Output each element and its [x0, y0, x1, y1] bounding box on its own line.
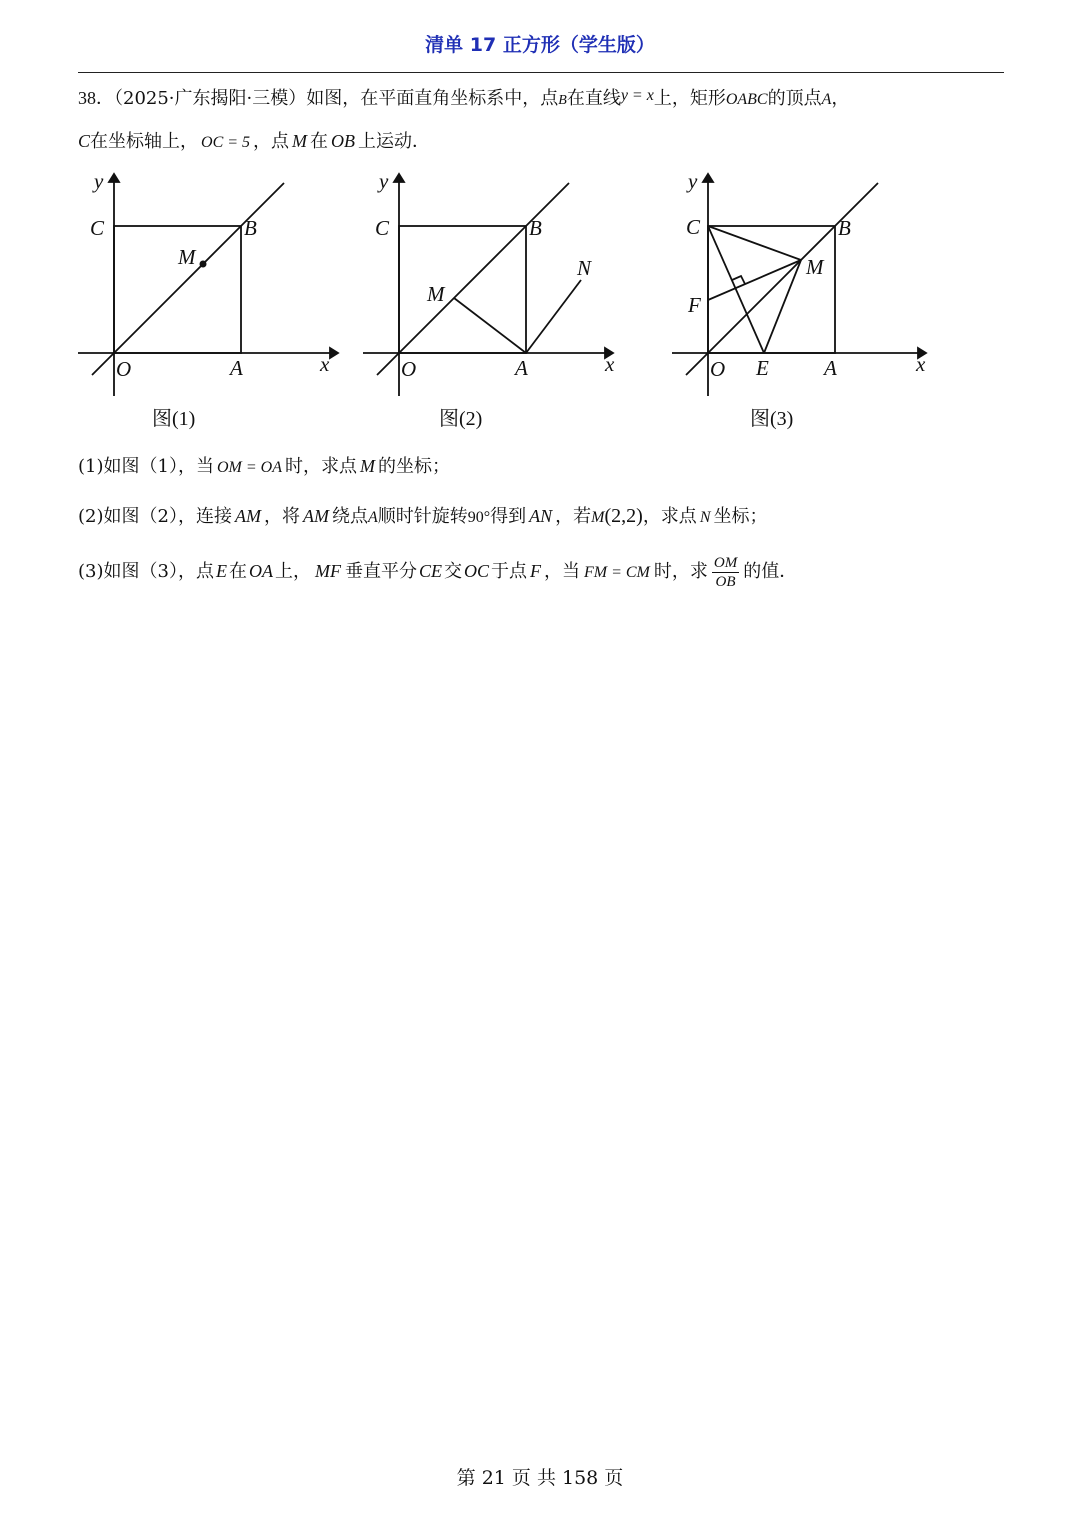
segment-am: AM [234, 506, 261, 526]
question-3 [78, 551, 1008, 593]
question-text: ，当 [543, 561, 580, 582]
problem-line-2 [78, 128, 1008, 156]
problem-text: 在直线 [566, 88, 621, 109]
segment-mf: MF [314, 561, 341, 581]
point-b: B [558, 93, 567, 108]
figure-1-diagram [72, 168, 342, 438]
line-y-equals-x [92, 183, 284, 375]
figure-3 [666, 168, 946, 442]
label-o: O [710, 357, 726, 381]
fraction-om-ob [712, 554, 739, 591]
label-o: O [116, 357, 132, 381]
question-text: ，若 [555, 506, 592, 527]
question-text: 上， [274, 561, 311, 582]
point-m: M [359, 456, 375, 476]
label-n: N [577, 256, 592, 280]
figure-3-diagram [666, 168, 946, 438]
figure-2-caption: 图(2) [439, 408, 483, 430]
problem-line-1 [78, 85, 1008, 114]
segment-am [454, 298, 526, 353]
y-axis-arrow [703, 174, 713, 182]
label-m: M [806, 255, 824, 279]
figure-2-diagram [357, 168, 637, 438]
problem-text: 的顶点 [767, 88, 822, 109]
segment-oc: OC [463, 561, 489, 581]
label-a: A [230, 356, 243, 380]
label-b: B [838, 216, 851, 240]
point-m: M [292, 131, 308, 151]
oc-equation: OC = 5 [201, 134, 251, 151]
segment-ce: CE [418, 561, 442, 581]
point-f: F [529, 561, 541, 581]
problem-text: 上运动． [358, 131, 431, 152]
page-header-title: 清单 17 正方形（学生版） [425, 34, 655, 56]
label-b: B [244, 216, 257, 240]
problem-text: 在坐标轴上， [90, 131, 199, 152]
y-axis-arrow [109, 174, 119, 182]
header-divider [78, 72, 1004, 73]
label-e: E [756, 356, 769, 380]
label-x: x [320, 352, 330, 376]
problem-text: ，点 [253, 131, 290, 152]
problem-text: 上，矩形 [653, 88, 726, 109]
page-footer: 第 21 页 共 158 页 [456, 1467, 624, 1489]
problem-source: （2025·广东揭阳·三模） [114, 88, 307, 109]
label-b: B [529, 216, 542, 240]
segment-ob: OB [331, 131, 356, 151]
label-a: A [824, 356, 837, 380]
line-y-equals-x [377, 183, 569, 375]
rectangle-name: OABC [725, 91, 768, 108]
point-a: A [821, 91, 832, 108]
line-equation: y = x [620, 87, 654, 104]
question-text: 绕点 [331, 506, 368, 527]
problem-number: 38． [78, 88, 114, 108]
segment-an: AN [529, 506, 553, 526]
segment-cm [708, 226, 801, 260]
question-text: 交 [443, 561, 462, 582]
label-a: A [515, 356, 528, 380]
m-coordinates: (2,2) [604, 505, 643, 527]
label-c: C [686, 215, 701, 239]
segment-ce [708, 226, 764, 353]
point-m-dot [200, 261, 207, 268]
expr-fm-cm: FM = CM [583, 564, 650, 581]
figure-1-caption: 图(1) [152, 408, 196, 430]
question-text: 于点 [490, 561, 527, 582]
point-n: N [699, 509, 711, 526]
label-y: y [379, 169, 389, 193]
question-text: (3)如图（3），点 [78, 561, 214, 582]
fraction-denominator: OB [715, 573, 736, 590]
segment-oa: OA [248, 561, 273, 581]
question-text: 顺时针旋转 [377, 506, 468, 527]
label-c: C [375, 216, 390, 240]
question-text: 的值． [743, 561, 798, 582]
y-axis-arrow [394, 174, 404, 182]
question-text: 时，求点 [284, 456, 357, 477]
question-text: (2)如图（2），连接 [78, 506, 232, 527]
fraction-numerator: OM [713, 554, 738, 571]
question-text: (1)如图（1），当 [78, 456, 214, 477]
angle-90: 90° [467, 509, 491, 526]
point-m: M [591, 509, 605, 526]
point-c: C [78, 131, 91, 151]
point-e: E [215, 561, 227, 581]
question-text: 的坐标； [377, 456, 450, 477]
label-m: M [427, 282, 445, 306]
question-text: 时，求 [653, 561, 708, 582]
figure-3-caption: 图(3) [750, 408, 794, 430]
point-a: A [367, 509, 378, 526]
question-1 [78, 453, 1008, 481]
line-y-equals-x [686, 183, 878, 375]
question-text: 得到 [490, 506, 527, 527]
figure-2 [357, 168, 637, 442]
question-2 [78, 503, 1008, 531]
label-x: x [916, 352, 926, 376]
question-text: ，求点 [642, 506, 697, 527]
problem-text: 如图，在平面直角坐标系中，点 [306, 88, 559, 109]
expr-om-oa: OM = OA [216, 459, 282, 476]
question-text: 坐标； [713, 506, 768, 527]
question-text: ，将 [263, 506, 300, 527]
question-text: 在 [228, 561, 247, 582]
segment-an [526, 280, 581, 353]
label-y: y [94, 169, 104, 193]
segment-am: AM [302, 506, 329, 526]
problem-text: 在 [310, 131, 329, 152]
question-text: 垂直平分 [344, 561, 417, 582]
label-m: M [178, 245, 196, 269]
label-f: F [688, 293, 701, 317]
figure-1 [72, 168, 342, 442]
label-y: y [688, 169, 698, 193]
label-c: C [90, 216, 105, 240]
x-axis-arrow [330, 348, 338, 358]
label-o: O [401, 357, 417, 381]
problem-text: ， [831, 88, 850, 109]
label-x: x [605, 352, 615, 376]
